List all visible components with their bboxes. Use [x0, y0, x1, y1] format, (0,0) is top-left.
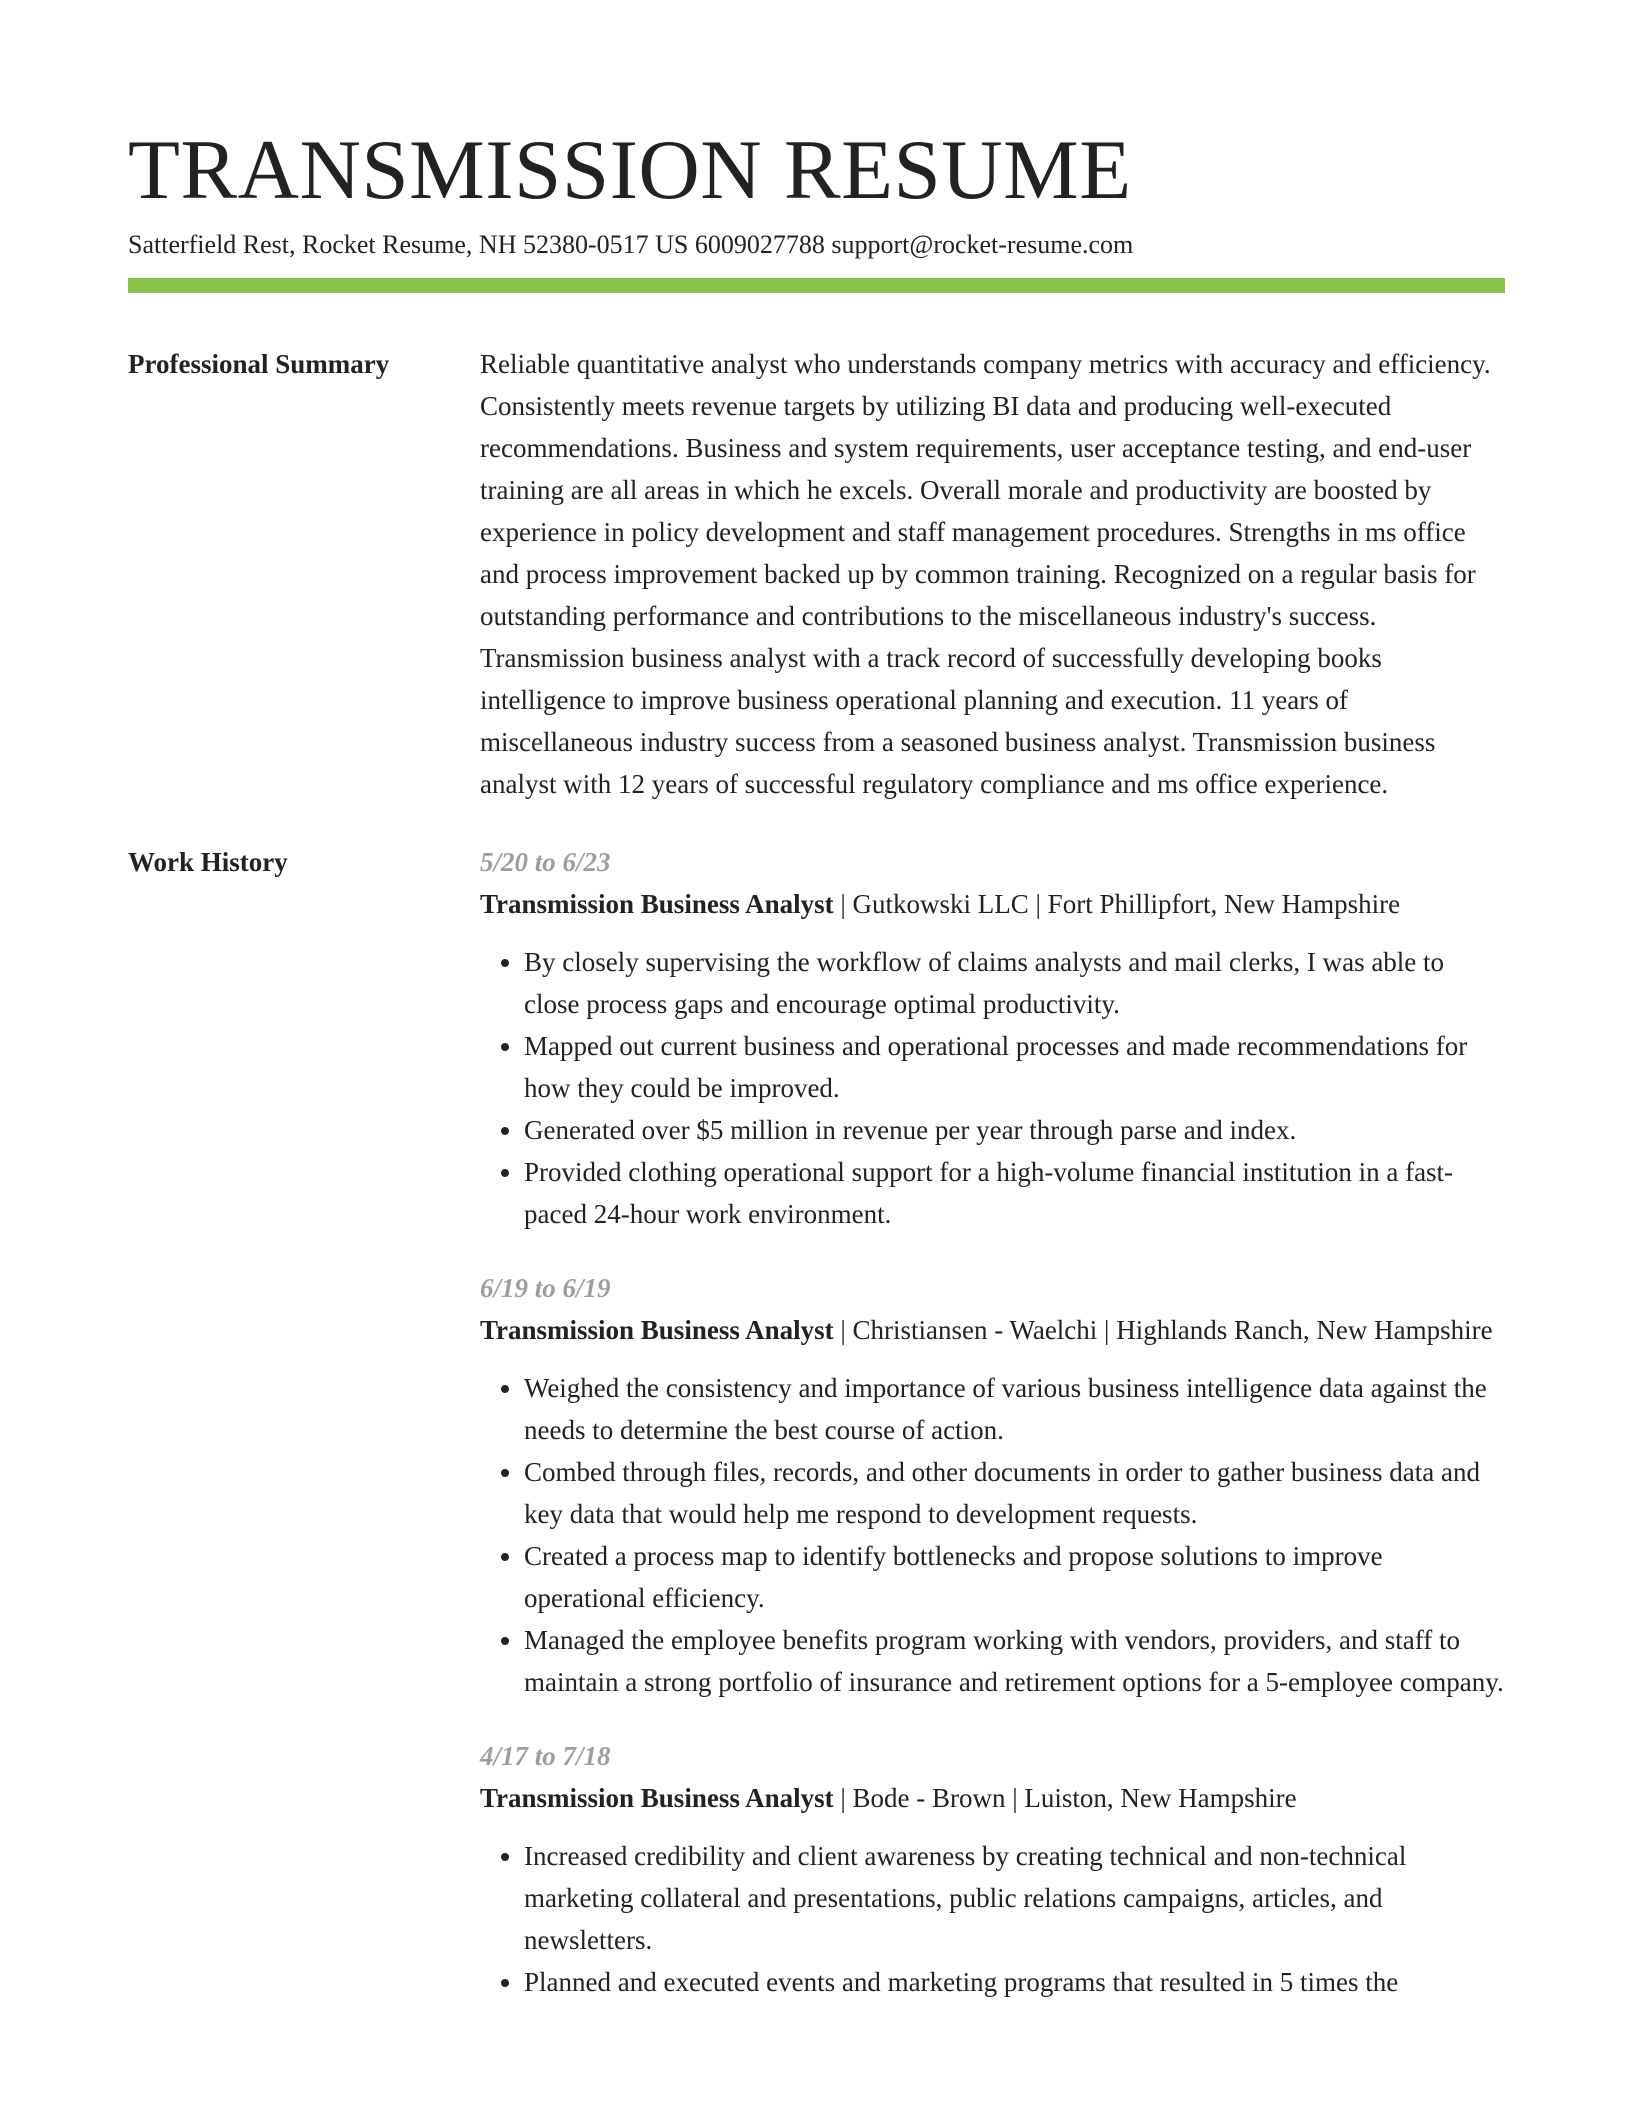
job-bullet: • Increased credibility and client awareness by creating technical and non-technical marketing collateral and presentations, public relations campaigns, articles, and newsletters.: [524, 1835, 1505, 1961]
job-bullet: • Managed the employee benefits program working with vendors, providers, and staff to maintain a strong portfolio of insurance and retirement options for a 5-employee company.: [524, 1619, 1505, 1703]
job-bullets: [480, 941, 1505, 1235]
work-history-body: [480, 841, 1505, 2035]
work-history-heading: Work History: [128, 847, 288, 877]
job-bullet: • Planned and executed events and marketing programs that resulted in 5 times the: [524, 1961, 1505, 2003]
job-dates: 5/20 to 6/23: [480, 847, 611, 877]
job-bullet: • Mapped out current business and operational processes and made recommendations for how they could be improved.: [524, 1025, 1505, 1109]
job-entry: [480, 841, 1505, 1235]
summary-body: [480, 343, 1505, 805]
contact-line: Satterfield Rest, Rocket Resume, NH 52380-0517 US 6009027788 support@rocket-resume.com: [128, 230, 1134, 259]
summary-heading: Professional Summary: [128, 349, 390, 379]
accent-divider: [128, 278, 1505, 293]
summary-section: [128, 343, 1505, 805]
job-bullets: [480, 1367, 1505, 1703]
resume-page: [128, 120, 1505, 2035]
job-bullet: • Created a process map to identify bottlenecks and propose solutions to improve operational efficiency.: [524, 1535, 1505, 1619]
job-bullet: • Combed through files, records, and other documents in order to gather business data and key data that would help me respond to development requests.: [524, 1451, 1505, 1535]
job-details: | Gutkowski LLC | Fort Phillipfort, New Hampshire: [833, 889, 1401, 919]
job-title-line: [480, 1309, 1505, 1351]
job-title-line: [480, 883, 1505, 925]
job-details: | Christiansen - Waelchi | Highlands Ranch, New Hampshire: [833, 1315, 1493, 1345]
job-entry: [480, 1267, 1505, 1703]
job-bullet: • Generated over $5 million in revenue per year through parse and index.: [524, 1109, 1505, 1151]
job-bullet: • By closely supervising the workflow of claims analysts and mail clerks, I was able to close process gaps and encourage optimal productivity.: [524, 941, 1505, 1025]
resume-title: TRANSMISSION RESUME: [128, 123, 1132, 217]
job-entry: [480, 1735, 1505, 2003]
job-bullets: [480, 1835, 1505, 2003]
job-dates: 6/19 to 6/19: [480, 1273, 611, 1303]
job-bullet: • Provided clothing operational support for a high-volume financial institution in a fast-paced 24-hour work environment.: [524, 1151, 1505, 1235]
job-details: | Bode - Brown | Luiston, New Hampshire: [833, 1783, 1297, 1813]
work-history-section: [128, 841, 1505, 2035]
job-bullet: • Weighed the consistency and importance of various business intelligence data against the needs to determine the best course of action.: [524, 1367, 1505, 1451]
job-title: Transmission Business Analyst: [480, 889, 834, 919]
job-title: Transmission Business Analyst: [480, 1783, 834, 1813]
summary-text: Reliable quantitative analyst who understands company metrics with accuracy and efficiency. Consistently meets revenue targets by utilizing BI data and producing well-executed recommendations. Business and system requirements, user acceptance testing, and end-user training are all areas in which he excels. Overall morale and productivity are boosted by experience in policy development and staff management procedures. Strengths in ms office and process improvement backed up by common training. Recognized on a regular basis for outstanding performance and contributions to the miscellaneous industry's success. Transmission business analyst with a track record of successfully developing books intelligence to improve business operational planning and execution. 11 years of miscellaneous industry success from a seasoned business analyst. Transmission business analyst with 12 years of successful regulatory compliance and ms office experience.: [480, 349, 1491, 799]
job-dates: 4/17 to 7/18: [480, 1741, 611, 1771]
job-title-line: [480, 1777, 1505, 1819]
job-title: Transmission Business Analyst: [480, 1315, 834, 1345]
